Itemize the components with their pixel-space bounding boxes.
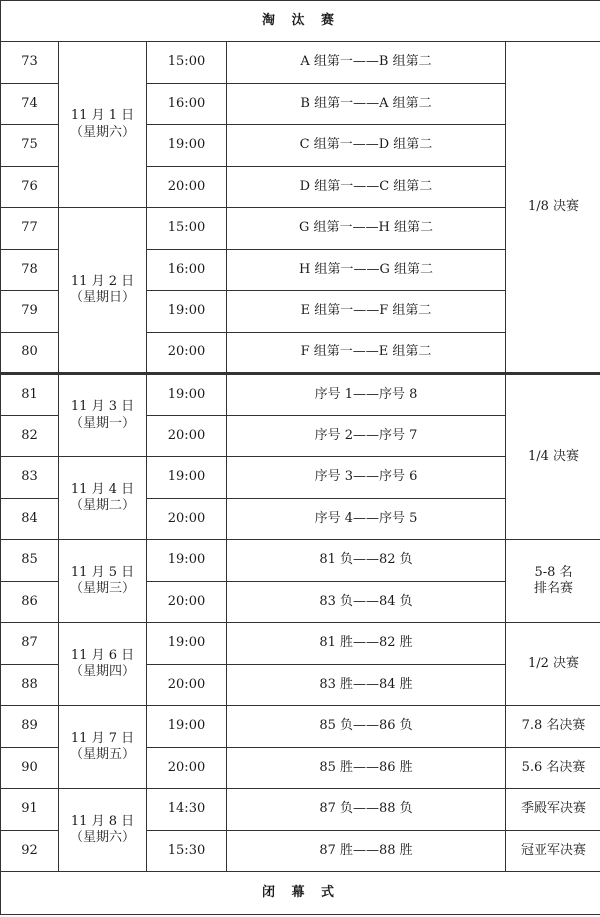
table-row <box>1 789 600 831</box>
match-number: 79 <box>1 291 59 333</box>
match-teams: G 组第一——H 组第二 <box>227 208 506 250</box>
match-date: 11 月 1 日 <box>70 108 135 124</box>
match-number: 87 <box>1 623 59 665</box>
stage-label: 冠亚军决赛 <box>506 830 600 872</box>
match-teams: 87 负——88 负 <box>227 789 506 831</box>
match-time: 14:30 <box>147 789 227 831</box>
header-row <box>1 1 600 42</box>
match-number: 78 <box>1 249 59 291</box>
match-time: 16:00 <box>147 83 227 125</box>
match-number: 88 <box>1 664 59 706</box>
match-day <box>59 540 147 623</box>
match-time: 19:00 <box>147 706 227 748</box>
match-number: 75 <box>1 125 59 167</box>
match-weekday: （星期四） <box>69 664 135 679</box>
match-teams: 85 负——86 负 <box>227 706 506 748</box>
match-time: 20:00 <box>147 581 227 623</box>
match-time: 19:00 <box>147 125 227 167</box>
match-number: 84 <box>1 498 59 540</box>
match-time: 19:00 <box>147 457 227 499</box>
match-teams: 83 胜——84 胜 <box>227 664 506 706</box>
section-title-closing: 闭 幕 式 <box>1 872 600 915</box>
match-teams: 81 负——82 负 <box>227 540 506 582</box>
match-time: 15:00 <box>147 208 227 250</box>
match-time: 15:30 <box>147 830 227 872</box>
match-day <box>59 706 147 789</box>
match-date: 11 月 4 日 <box>70 481 135 497</box>
match-time: 19:00 <box>147 623 227 665</box>
match-date: 11 月 5 日 <box>70 564 135 580</box>
match-teams: 85 胜——86 胜 <box>227 747 506 789</box>
match-teams: 序号 4——序号 5 <box>227 498 506 540</box>
match-day <box>59 457 147 540</box>
match-weekday: （星期一） <box>69 415 135 431</box>
match-day <box>59 623 147 706</box>
match-teams: H 组第一——G 组第二 <box>227 249 506 291</box>
match-time: 15:00 <box>147 42 227 84</box>
stage-label <box>506 540 600 623</box>
match-day <box>59 42 147 208</box>
match-number: 92 <box>1 830 59 872</box>
match-teams: 87 胜——88 胜 <box>227 830 506 872</box>
match-weekday: （星期三） <box>69 581 135 596</box>
match-date: 11 月 8 日 <box>70 813 135 829</box>
match-time: 19:00 <box>147 374 227 416</box>
table-row <box>1 623 600 665</box>
match-number: 89 <box>1 706 59 748</box>
match-time: 19:00 <box>147 540 227 582</box>
stage-label: 7.8 名决赛 <box>506 706 600 748</box>
match-teams: 81 胜——82 胜 <box>227 623 506 665</box>
stage-label-line2: 排名赛 <box>533 581 573 596</box>
table-row <box>1 706 600 748</box>
stage-label: 季殿军决赛 <box>506 789 600 831</box>
match-number: 85 <box>1 540 59 582</box>
match-weekday: （星期六） <box>69 124 135 140</box>
match-number: 81 <box>1 374 59 416</box>
match-time: 20:00 <box>147 415 227 457</box>
match-number: 82 <box>1 415 59 457</box>
match-date: 11 月 6 日 <box>70 647 135 663</box>
match-teams: E 组第一——F 组第二 <box>227 291 506 333</box>
match-teams: 83 负——84 负 <box>227 581 506 623</box>
match-day <box>59 789 147 872</box>
match-teams: A 组第一——B 组第二 <box>227 42 506 84</box>
match-number: 80 <box>1 332 59 374</box>
match-time: 20:00 <box>147 166 227 208</box>
match-time: 20:00 <box>147 498 227 540</box>
match-teams: F 组第一——E 组第二 <box>227 332 506 374</box>
match-day <box>59 374 147 457</box>
table-row <box>1 540 600 582</box>
match-time: 16:00 <box>147 249 227 291</box>
match-time: 20:00 <box>147 664 227 706</box>
match-weekday: （星期六） <box>69 830 135 845</box>
section-title-knockout: 淘 汰 赛 <box>1 1 600 42</box>
match-time: 19:00 <box>147 291 227 333</box>
match-number: 83 <box>1 457 59 499</box>
match-number: 76 <box>1 166 59 208</box>
match-weekday: （星期五） <box>69 747 135 762</box>
match-weekday: （星期日） <box>69 290 135 305</box>
match-teams: D 组第一——C 组第二 <box>227 166 506 208</box>
match-day <box>59 208 147 374</box>
stage-label-line1: 5-8 名 <box>534 564 573 580</box>
stage-label: 1/4 决赛 <box>506 374 600 540</box>
table-row <box>1 42 600 84</box>
footer-row <box>1 872 600 915</box>
match-number: 86 <box>1 581 59 623</box>
match-date: 11 月 7 日 <box>70 730 135 746</box>
match-teams: 序号 3——序号 6 <box>227 457 506 499</box>
match-teams: C 组第一——D 组第二 <box>227 125 506 167</box>
match-time: 20:00 <box>147 747 227 789</box>
match-teams: 序号 2——序号 7 <box>227 415 506 457</box>
match-number: 73 <box>1 42 59 84</box>
match-number: 91 <box>1 789 59 831</box>
stage-label: 1/8 决赛 <box>506 42 600 374</box>
table-row <box>1 374 600 416</box>
stage-label: 1/2 决赛 <box>506 623 600 706</box>
match-teams: 序号 1——序号 8 <box>227 374 506 416</box>
stage-label: 5.6 名决赛 <box>506 747 600 789</box>
match-number: 77 <box>1 208 59 250</box>
match-number: 74 <box>1 83 59 125</box>
match-date: 11 月 2 日 <box>70 273 135 289</box>
match-number: 90 <box>1 747 59 789</box>
match-time: 20:00 <box>147 332 227 374</box>
match-date: 11 月 3 日 <box>70 399 135 415</box>
match-weekday: （星期二） <box>69 498 135 513</box>
match-teams: B 组第一——A 组第二 <box>227 83 506 125</box>
